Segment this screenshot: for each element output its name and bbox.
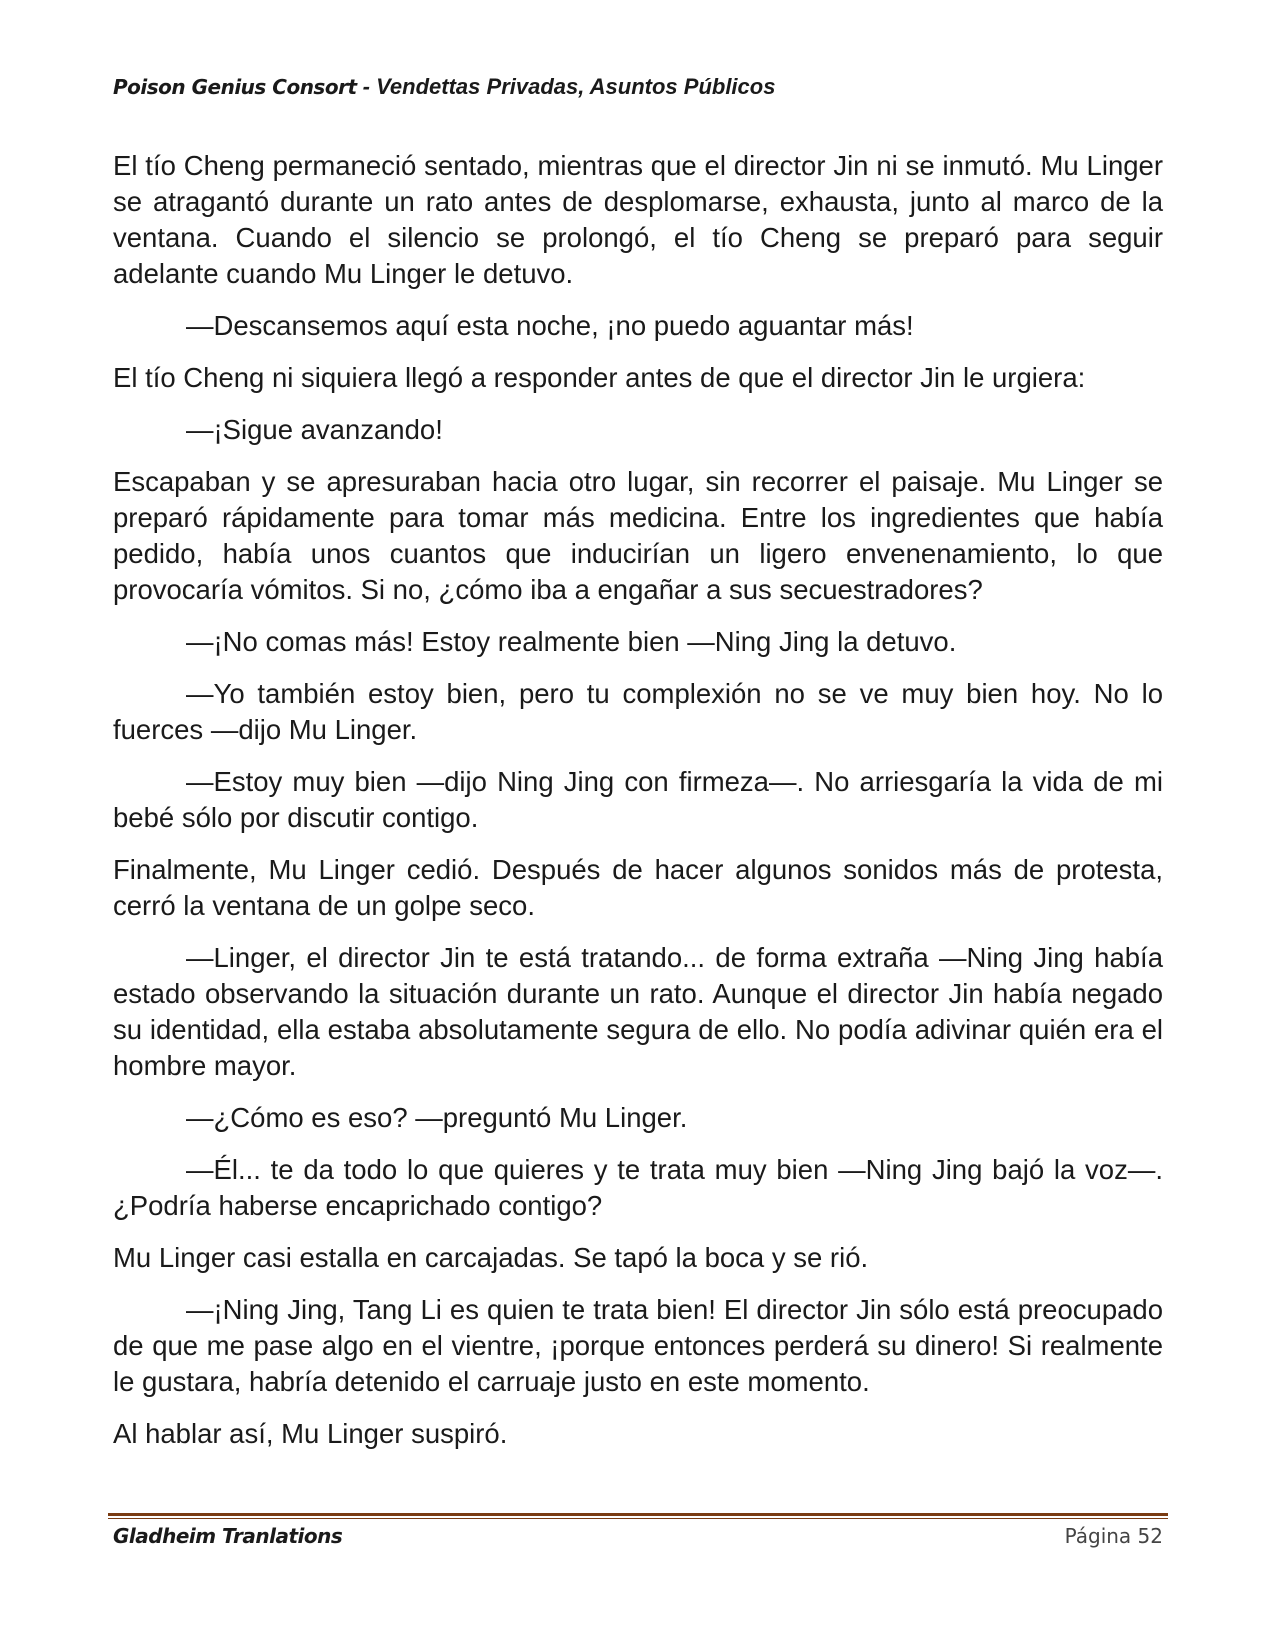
translator-credit: Gladheim Tranlations bbox=[113, 1524, 343, 1548]
paragraph: —¡No comas más! Estoy realmente bien —Ning Jing la detuvo. bbox=[186, 626, 957, 657]
page-number-value: 52 bbox=[1137, 1524, 1163, 1548]
paragraph: El tío Cheng permaneció sentado, mientras que el director Jin ni se inmutó. Mu Linger se atragantó durante un rato antes de desplomarse, exhausta, junto al marco de la ventana. Cuando el silencio se prolongó, el tío Cheng se preparó para seguir adelante cuando Mu Linger le detuvo. bbox=[113, 150, 1163, 289]
paragraph: El tío Cheng ni siquiera llegó a responder antes de que el director Jin le urgiera: bbox=[113, 362, 1086, 393]
paragraph: —Yo también estoy bien, pero tu complexión no se ve muy bien hoy. No lo fuerces —dijo Mu Linger. bbox=[113, 678, 1163, 745]
header-separator: - bbox=[356, 74, 377, 99]
paragraph: Mu Linger casi estalla en carcajadas. Se tapó la boca y se rió. bbox=[113, 1242, 869, 1273]
page-number bbox=[1065, 1524, 1163, 1548]
footer-divider bbox=[108, 1513, 1168, 1519]
paragraph: —¡Sigue avanzando! bbox=[186, 414, 443, 445]
book-title: Poison Genius Consort bbox=[113, 75, 357, 99]
paragraph: —Estoy muy bien —dijo Ning Jing con firmeza—. No arriesgaría la vida de mi bebé sólo por discutir contigo. bbox=[113, 766, 1163, 833]
paragraph: Escapaban y se apresuraban hacia otro lugar, sin recorrer el paisaje. Mu Linger se preparó rápidamente para tomar más medicina. Entre los ingredientes que había pedido, había unos cuantos que inducirían un ligero envenenamiento, lo que provocaría vómitos. Si no, ¿cómo iba a engañar a sus secuestradores? bbox=[113, 466, 1163, 605]
paragraph: —Linger, el director Jin te está tratando... de forma extraña —Ning Jing había estado observando la situación durante un rato. Aunque el director Jin había negado su identidad, ella estaba absolutamente segura de ello. No podía adivinar quién era el hombre mayor. bbox=[113, 942, 1163, 1081]
paragraph: —Descansemos aquí esta noche, ¡no puedo aguantar más! bbox=[186, 310, 914, 341]
paragraph: —¡Ning Jing, Tang Li es quien te trata bien! El director Jin sólo está preocupado de que me pase algo en el vientre, ¡porque entonces perderá su dinero! Si realmente le gustara, habría detenido el carruaje justo en este momento. bbox=[113, 1294, 1163, 1397]
running-header bbox=[113, 74, 1163, 100]
paragraph: Finalmente, Mu Linger cedió. Después de hacer algunos sonidos más de protesta, cerró la ventana de un golpe seco. bbox=[113, 854, 1163, 921]
chapter-title: Vendettas Privadas, Asuntos Públicos bbox=[376, 74, 776, 99]
paragraph: —¿Cómo es eso? —preguntó Mu Linger. bbox=[186, 1102, 688, 1133]
page-label: Página bbox=[1064, 1524, 1132, 1548]
paragraph: —Él... te da todo lo que quieres y te trata muy bien —Ning Jing bajó la voz—. ¿Podría haberse encaprichado contigo? bbox=[113, 1154, 1163, 1221]
paragraph: Al hablar así, Mu Linger suspiró. bbox=[113, 1418, 508, 1449]
page-body bbox=[113, 148, 1163, 1468]
